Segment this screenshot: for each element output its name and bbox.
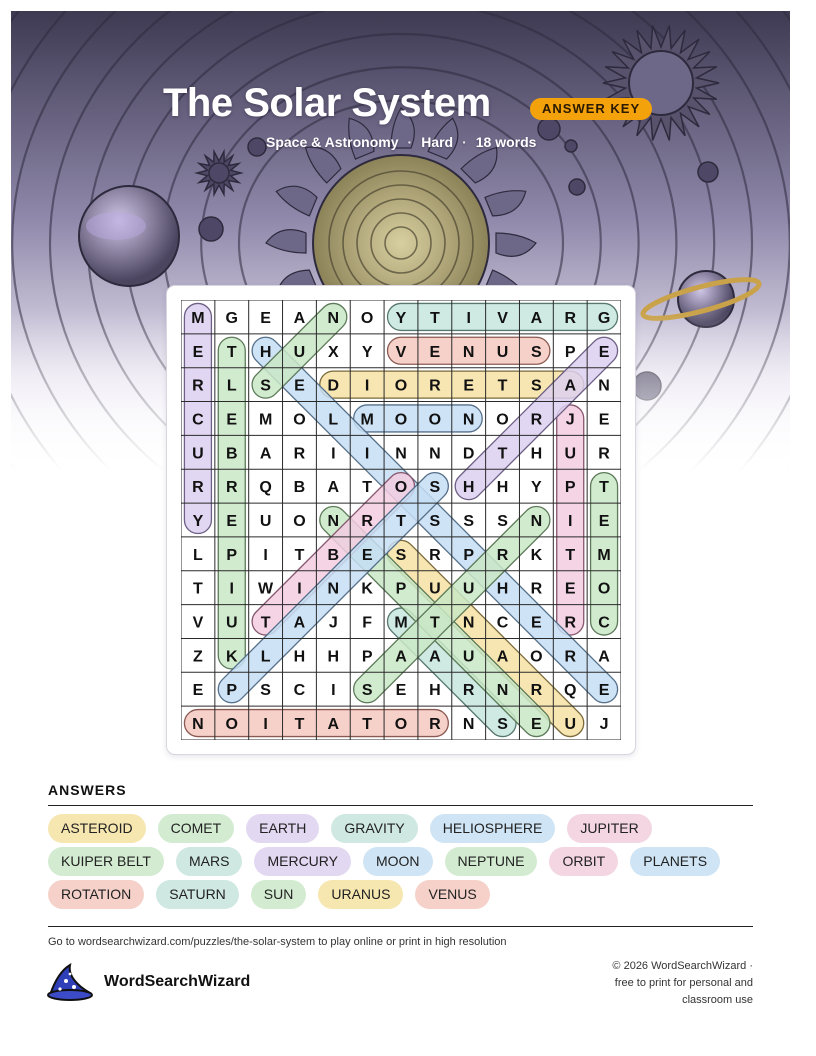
grid-letter[interactable]: R <box>192 377 204 395</box>
answer-chip: SATURN <box>156 880 239 909</box>
grid-letter[interactable]: B <box>225 445 238 463</box>
grid-letter[interactable]: M <box>394 614 408 632</box>
grid-letter[interactable]: H <box>462 479 475 497</box>
grid-letter[interactable]: N <box>598 377 610 395</box>
grid-letter[interactable]: E <box>226 513 238 530</box>
separator-dot: · <box>407 134 413 150</box>
grid-letter[interactable]: T <box>429 614 440 632</box>
grid-letter[interactable]: G <box>597 309 611 327</box>
grid-letter[interactable]: L <box>193 546 203 564</box>
grid-letter[interactable]: K <box>530 546 543 564</box>
grid-letter[interactable]: V <box>497 309 508 327</box>
grid-letter[interactable]: X <box>327 343 339 361</box>
grid-letter[interactable]: H <box>429 682 441 700</box>
answers-list <box>48 814 768 909</box>
grid-letter[interactable]: R <box>564 648 577 666</box>
grid-letter[interactable]: R <box>225 479 238 497</box>
grid-letter[interactable]: I <box>466 309 471 327</box>
grid-letter[interactable]: P <box>395 580 407 598</box>
word-search-grid[interactable] <box>181 300 621 740</box>
grid-letter[interactable]: U <box>462 648 475 666</box>
grid-letter[interactable]: R <box>293 445 306 463</box>
grid-letter[interactable]: I <box>331 682 336 700</box>
answer-chip: MOON <box>363 847 433 876</box>
answer-chip: PLANETS <box>630 847 720 876</box>
grid-letter[interactable]: O <box>394 411 408 429</box>
grid-letter[interactable]: A <box>293 614 306 632</box>
grid-letter[interactable]: R <box>564 309 577 327</box>
grid-letter[interactable]: R <box>192 479 204 497</box>
grid-letter[interactable]: J <box>599 716 609 734</box>
answer-chip: SUN <box>251 880 307 909</box>
grid-letter[interactable]: A <box>293 309 306 327</box>
grid-letter[interactable]: P <box>361 648 373 666</box>
grid-letter[interactable]: A <box>395 648 407 666</box>
grid-letter[interactable]: T <box>565 546 576 564</box>
grid-letter[interactable]: N <box>327 309 340 327</box>
grid-letter[interactable]: R <box>564 614 577 632</box>
grid-letter[interactable]: M <box>191 309 205 327</box>
grid-letter[interactable]: T <box>294 546 305 564</box>
grid-letter[interactable]: D <box>462 445 475 463</box>
grid-letter[interactable]: E <box>463 377 475 395</box>
grid-letter[interactable]: P <box>564 343 576 361</box>
grid-letter[interactable]: N <box>530 513 543 530</box>
grid-letter[interactable]: H <box>327 648 340 666</box>
answers-divider <box>48 805 753 806</box>
grid-letter[interactable]: T <box>226 343 237 361</box>
grid-letter[interactable]: A <box>259 445 272 463</box>
grid-letter[interactable]: E <box>192 343 204 361</box>
grid-letter[interactable]: E <box>531 716 542 734</box>
answer-chip: ASTEROID <box>48 814 146 843</box>
grid-letter[interactable]: Z <box>193 648 203 666</box>
grid-letter[interactable]: Y <box>395 309 407 327</box>
answers-heading: ANSWERS <box>48 782 127 798</box>
answer-chip: ORBIT <box>549 847 618 876</box>
grid-letter[interactable]: A <box>530 309 543 327</box>
grid-letter[interactable]: P <box>226 546 238 564</box>
grid-letter[interactable]: S <box>531 343 542 361</box>
grid-letter[interactable]: S <box>463 513 475 530</box>
category-label: Space & Astronomy <box>266 134 399 150</box>
footer-divider <box>48 926 753 927</box>
copyright-line: classroom use <box>682 994 753 1006</box>
grid-letter[interactable]: S <box>260 682 271 700</box>
grid-letter[interactable]: C <box>293 682 306 700</box>
grid-letter[interactable]: H <box>496 479 509 497</box>
grid-letter[interactable]: O <box>394 479 408 497</box>
grid-letter[interactable]: Q <box>259 479 272 497</box>
grid-letter[interactable]: T <box>396 513 406 530</box>
footer-link-text: Go to wordsearchwizard.com/puzzles/the-solar-system to play online or print in high resolution <box>48 936 507 948</box>
grid-letter[interactable]: Y <box>361 343 373 361</box>
grid-letter[interactable]: B <box>293 479 306 497</box>
grid-letter[interactable]: S <box>497 716 508 734</box>
answer-key-badge: ANSWER KEY <box>530 98 652 120</box>
grid-letter[interactable]: K <box>225 648 238 666</box>
grid-letter[interactable]: S <box>395 546 407 564</box>
grid-letter[interactable]: A <box>327 479 340 497</box>
grid-letter[interactable]: T <box>193 580 203 598</box>
grid-letter[interactable]: E <box>294 377 305 395</box>
grid-letter[interactable]: U <box>496 343 509 361</box>
grid-letter[interactable]: U <box>564 445 577 463</box>
wizard-hat-icon <box>46 963 94 1003</box>
grid-letter[interactable]: R <box>429 716 441 734</box>
grid-letter[interactable]: H <box>293 648 306 666</box>
puzzle-meta <box>266 134 536 150</box>
grid-letter[interactable]: O <box>360 309 374 327</box>
grid-letter[interactable]: N <box>327 580 340 598</box>
grid-letter[interactable]: M <box>258 411 273 429</box>
grid-letter[interactable]: S <box>361 682 373 700</box>
grid-letter[interactable]: I <box>263 546 268 564</box>
grid-letter[interactable]: R <box>530 682 543 700</box>
grid-letter[interactable]: H <box>530 445 543 463</box>
answer-chip: JUPITER <box>567 814 651 843</box>
grid-letter[interactable]: I <box>331 445 336 463</box>
grid-letter[interactable]: E <box>395 682 407 700</box>
grid-letter[interactable]: F <box>362 614 373 632</box>
grid-letter[interactable]: N <box>462 716 475 734</box>
grid-letter[interactable]: Q <box>564 682 577 700</box>
grid-letter[interactable]: N <box>327 513 340 530</box>
grid-letter[interactable]: N <box>462 614 475 632</box>
grid-letter[interactable]: A <box>327 716 340 734</box>
grid-letter[interactable]: H <box>259 343 272 361</box>
grid-letter[interactable]: E <box>598 682 610 700</box>
copyright-text <box>553 958 753 1009</box>
grid-letter[interactable]: T <box>429 309 440 327</box>
grid-letter[interactable]: C <box>192 411 204 429</box>
grid-letter[interactable]: T <box>260 614 271 632</box>
answer-chip: ROTATION <box>48 880 144 909</box>
grid-letter[interactable]: R <box>530 411 543 429</box>
grid-letter[interactable]: O <box>530 648 543 666</box>
grid-letter[interactable]: N <box>395 445 407 463</box>
grid-letter[interactable]: U <box>225 614 238 632</box>
grid-letter[interactable]: R <box>361 513 373 530</box>
answer-chip: MERCURY <box>254 847 351 876</box>
grid-letter[interactable]: A <box>429 648 441 666</box>
grid-letter[interactable]: N <box>462 343 475 361</box>
page-title: The Solar System <box>163 81 491 125</box>
grid-letter[interactable]: R <box>496 546 509 564</box>
grid-letter[interactable]: A <box>564 377 577 395</box>
word-count-label: 18 words <box>475 134 537 150</box>
grid-letter[interactable]: R <box>429 377 441 395</box>
grid-letter[interactable]: S <box>429 479 441 497</box>
grid-letter[interactable]: T <box>362 716 373 734</box>
grid-letter[interactable]: I <box>229 580 234 598</box>
grid-letter[interactable]: T <box>497 445 508 463</box>
grid-letter[interactable]: O <box>394 716 408 734</box>
grid-letter[interactable]: P <box>463 546 475 564</box>
grid-letter[interactable]: T <box>497 377 508 395</box>
grid-letter[interactable]: I <box>364 377 370 395</box>
grid-letter[interactable]: O <box>293 411 306 429</box>
grid-letter[interactable]: N <box>462 411 475 429</box>
grid-letter[interactable]: I <box>297 580 302 598</box>
grid-letter[interactable]: U <box>192 445 204 463</box>
grid-letter[interactable]: I <box>263 716 268 734</box>
grid-letter[interactable]: C <box>496 614 509 632</box>
grid-letter[interactable]: T <box>599 479 609 497</box>
answer-chip: VENUS <box>415 880 489 909</box>
copyright-line: © 2026 WordSearchWizard · <box>612 960 753 972</box>
grid-letter[interactable]: K <box>361 580 373 598</box>
grid-letter[interactable]: S <box>531 377 542 395</box>
grid-letter[interactable]: N <box>192 716 204 734</box>
grid-letter[interactable]: O <box>293 513 306 530</box>
grid-letter[interactable]: N <box>429 445 441 463</box>
grid-letter[interactable]: M <box>360 411 374 429</box>
grid-letter[interactable]: Y <box>531 479 542 497</box>
grid-letter[interactable]: O <box>394 377 408 395</box>
difficulty-label: Hard <box>421 134 454 150</box>
grid-letter[interactable]: D <box>327 377 340 395</box>
grid-letter[interactable]: R <box>598 445 610 463</box>
grid-letter[interactable]: Y <box>192 513 204 530</box>
grid-letter[interactable]: T <box>362 479 373 497</box>
separator-dot: · <box>462 134 467 150</box>
grid-letter[interactable]: W <box>258 580 274 598</box>
answer-chip: KUIPER BELT <box>48 847 164 876</box>
grid-letter[interactable]: U <box>293 343 306 361</box>
grid-letter[interactable]: V <box>395 343 407 361</box>
grid-letter[interactable]: E <box>260 309 271 327</box>
grid-letter[interactable]: S <box>497 513 508 530</box>
grid-letter[interactable]: A <box>598 648 610 666</box>
grid-letter[interactable]: J <box>565 411 575 429</box>
grid-letter[interactable]: E <box>429 343 441 361</box>
grid-letter[interactable]: H <box>496 580 509 598</box>
copyright-line: free to print for personal and <box>614 977 753 989</box>
grid-letter[interactable]: R <box>462 682 475 700</box>
answer-chip: URANUS <box>318 880 403 909</box>
answer-chip: COMET <box>158 814 235 843</box>
grid-letter[interactable]: E <box>361 546 373 564</box>
grid-letter[interactable]: E <box>531 614 542 632</box>
grid-letter[interactable]: R <box>530 580 543 598</box>
grid-letter[interactable]: E <box>598 513 610 530</box>
grid-letter[interactable]: I <box>568 513 573 530</box>
grid-letter[interactable]: P <box>564 479 576 497</box>
grid-letter[interactable]: O <box>428 411 442 429</box>
grid-letter[interactable]: G <box>225 309 238 327</box>
grid-letter[interactable]: A <box>496 648 509 666</box>
grid-letter[interactable]: L <box>226 377 237 395</box>
grid-letter[interactable]: P <box>226 682 238 700</box>
answer-chip: GRAVITY <box>331 814 417 843</box>
grid-letter[interactable]: R <box>429 546 441 564</box>
answer-chip: NEPTUNE <box>445 847 538 876</box>
grid-letter[interactable]: S <box>429 513 441 530</box>
grid-letter[interactable]: E <box>598 411 610 429</box>
grid-letter[interactable]: E <box>564 580 576 598</box>
grid-letter[interactable]: U <box>429 580 441 598</box>
grid-letter[interactable]: E <box>192 682 204 700</box>
grid-letter[interactable]: C <box>598 614 610 632</box>
answer-chip: HELIOSPHERE <box>430 814 556 843</box>
grid-letter[interactable]: U <box>462 580 475 598</box>
grid-letter[interactable]: I <box>364 445 370 463</box>
grid-letter[interactable]: U <box>564 716 577 734</box>
grid-letter[interactable]: O <box>597 580 611 598</box>
grid-letter[interactable]: J <box>328 614 338 632</box>
answer-chip: MARS <box>176 847 242 876</box>
grid-letter[interactable]: L <box>260 648 271 666</box>
grid-letter[interactable]: E <box>598 343 610 361</box>
grid-letter[interactable]: S <box>260 377 271 395</box>
answer-chip: EARTH <box>246 814 319 843</box>
brand-name: WordSearchWizard <box>104 973 251 990</box>
grid-letter[interactable]: M <box>597 546 611 564</box>
grid-letter[interactable]: U <box>259 513 272 530</box>
grid-letter[interactable]: T <box>294 716 305 734</box>
grid-letter[interactable]: E <box>226 411 238 429</box>
grid-letter[interactable]: N <box>496 682 509 700</box>
grid-letter[interactable]: B <box>327 546 340 564</box>
grid-letter[interactable]: O <box>225 716 238 734</box>
grid-letter[interactable]: V <box>192 614 204 632</box>
grid-letter[interactable]: O <box>496 411 509 429</box>
grid-letter[interactable]: L <box>328 411 339 429</box>
